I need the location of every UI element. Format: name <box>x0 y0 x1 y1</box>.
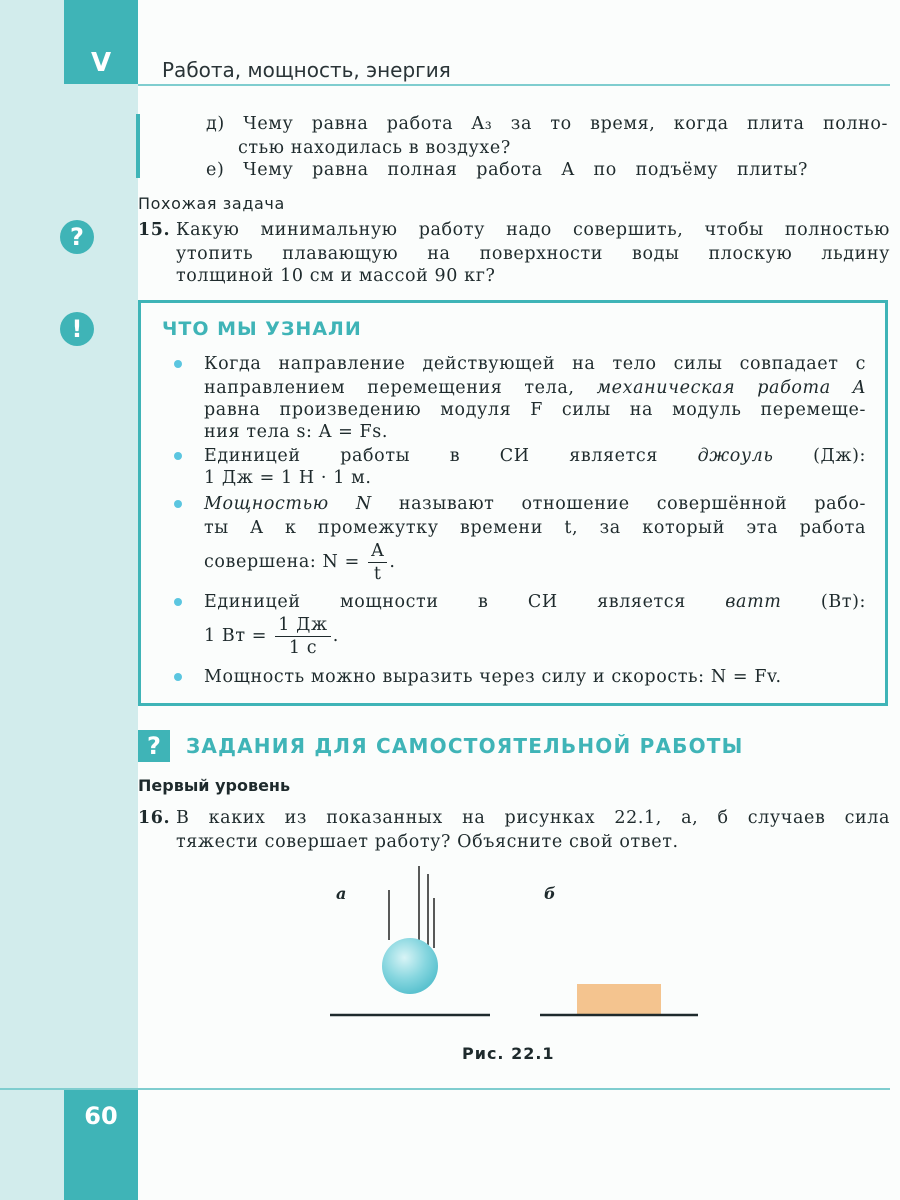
bullet-dot <box>174 452 182 460</box>
level-heading: Первый уровень <box>138 776 291 795</box>
power-fraction: $\frac{A}{t}$ <box>368 540 387 585</box>
term-power: Мощностью N <box>204 494 372 514</box>
similar-task-label: Похожая задача <box>138 194 285 213</box>
summary-title: ЧТО МЫ УЗНАЛИ <box>162 318 362 340</box>
figure-label-b: б <box>544 884 556 903</box>
figure-label-a: а <box>336 884 347 903</box>
task15-line3: толщиной 10 см и массой 90 кг? <box>176 266 496 286</box>
term-mechanical-work: механическая работа A <box>596 378 866 398</box>
bullet-dot <box>174 360 182 368</box>
chapter-tab <box>64 0 138 84</box>
summary-b1-line3: равна произведению модуля F силы на модуль перемеще- <box>204 400 866 420</box>
bullet-dot <box>174 598 182 606</box>
summary-b4-formula: 1 Вт = $\frac{1 Дж}{1 с}$ . <box>204 615 339 658</box>
resting-block-icon <box>577 984 661 1014</box>
term-joule: джоуль <box>697 446 774 466</box>
summary-b3-line2: ты A к промежутку времени t, за который эта работа <box>204 518 866 538</box>
figure-22-1 <box>320 860 720 1030</box>
task16-line1: В каких из показанных на рисунках 22.1, а, б случаев сила <box>176 808 890 828</box>
page-number: 60 <box>84 1102 118 1130</box>
task15-number: 15. <box>138 220 171 240</box>
summary-b3-formula: совершена: N = $\frac{A}{t}$ . <box>204 541 396 584</box>
page-number-tab <box>64 1090 138 1200</box>
assignments-title: ЗАДАНИЯ ДЛЯ САМОСТОЯТЕЛЬНОЙ РАБОТЫ <box>186 734 744 758</box>
summary-b4-line1: Единицей мощности в СИ является ватт (Вт): <box>204 592 866 612</box>
summary-b1-line1: Когда направление действующей на тело силы совпадает с <box>204 354 866 374</box>
summary-b1-line4: ния тела s: A = Fs. <box>204 422 389 442</box>
task16-line2: тяжести совершает работу? Объясните свой ответ. <box>176 832 679 852</box>
term-watt: ватт <box>725 592 782 612</box>
summary-b1-line2: направлением перемещения тела, механическая работа A <box>204 378 866 398</box>
task-d-line1: д) Чему равна работа A₃ за то время, когда плита полно- <box>206 114 888 134</box>
task15-line1: Какую минимальную работу надо совершить, чтобы полностью <box>176 220 890 240</box>
bullet-dot <box>174 500 182 508</box>
page-header-title: Работа, мощность, энергия <box>162 58 451 82</box>
assignment-question-icon: ? <box>138 730 170 762</box>
summary-b3-line1: Мощностью N называют отношение совершённой рабо- <box>204 494 866 514</box>
exclamation-icon: ! <box>60 312 94 346</box>
figure-caption: Рис. 22.1 <box>462 1044 555 1063</box>
motion-lines-icon <box>389 866 434 948</box>
task15-line2: утопить плавающую на поверхности воды плоскую льдину <box>176 244 890 264</box>
watt-fraction: $\frac{1 Дж}{1 с}$ <box>275 614 330 659</box>
task-d-line2: стью находилась в воздухе? <box>238 138 511 158</box>
question-icon: ? <box>60 220 94 254</box>
bullet-dot <box>174 673 182 681</box>
summary-b5-line: Мощность можно выразить через силу и скорость: N = Fv. <box>204 667 782 687</box>
falling-ball-icon <box>382 938 438 994</box>
summary-b2-line1: Единицей работы в СИ является джоуль (Дж): <box>204 446 866 466</box>
task-marker-bar <box>136 114 140 178</box>
header-divider <box>138 84 890 86</box>
left-margin-band <box>0 0 138 1200</box>
summary-b2-line2: 1 Дж = 1 Н · 1 м. <box>204 468 372 488</box>
task16-number: 16. <box>138 808 171 828</box>
task-e-line: е) Чему равна полная работа A по подъёму плиты? <box>206 160 808 180</box>
chapter-number: V <box>90 48 112 78</box>
